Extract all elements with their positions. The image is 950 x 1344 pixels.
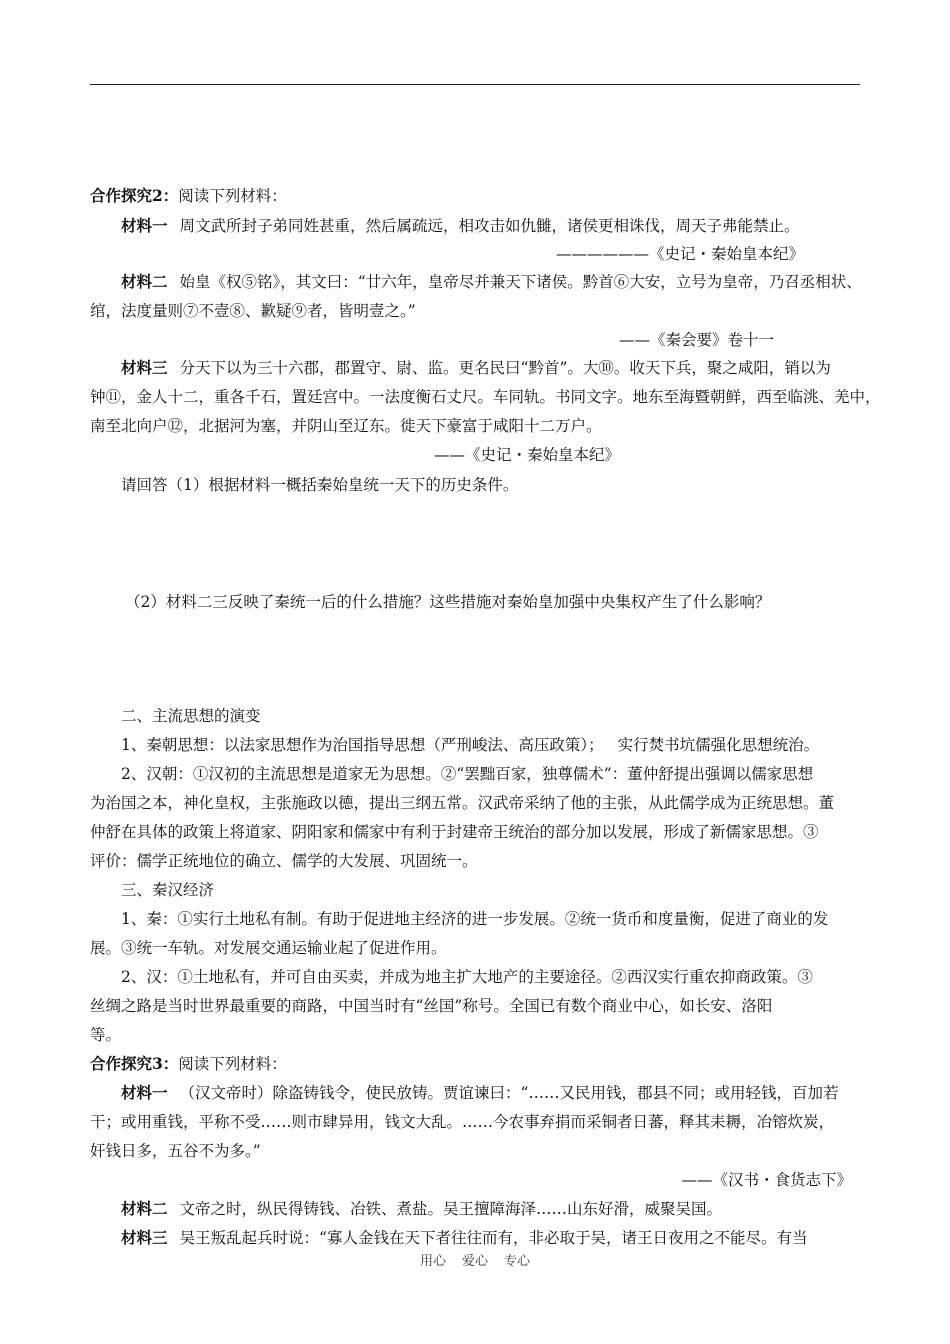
- header-rule: [90, 84, 860, 85]
- section3-p2-line3: 等。: [90, 1026, 122, 1044]
- coop2-m3-line2: 钟⑪，金人十二，重各千石，置廷宫中。一法度衡石丈尺。车同轨。书同文字。地东至海暨朝鲜，西至临洮、羌中，: [90, 388, 881, 406]
- coop2-heading-label: 合作探究2：: [90, 186, 179, 205]
- coop2-material2-line1: [121, 272, 866, 292]
- coop3-m1-label: 材料一: [121, 1083, 168, 1102]
- section2-p1: [121, 735, 866, 755]
- coop2-m3-line1: 分天下以为三十六郡，郡置守、尉、监。更名民曰“黔首”。大⑩。收天下兵，聚之咸阳，销以为: [179, 359, 831, 377]
- section3-p1-line2: 展。③统一车轨。对发展交通运输业起了促进作用。: [90, 939, 447, 957]
- section2-p2-line1: 2、汉朝：①汉初的主流思想是道家无为思想。②“罢黜百家，独尊儒术”：董仲舒提出强调以儒家思想: [121, 765, 814, 783]
- coop2-material1: [121, 216, 866, 236]
- coop2-m1-text: 周文武所封子弟同姓甚重，然后属疏远，相攻击如仇雠，诸侯更相诛伐，周天子弗能禁止。: [179, 217, 800, 235]
- coop3-m2-text: 文帝之时，纵民得铸钱、冶铁、煮盐。吴王擅障海泽……山东好滑，威聚吴国。: [179, 1200, 723, 1218]
- coop2-m2-label: 材料二: [121, 272, 168, 291]
- coop2-m2-line2: 绾，法度量则⑦不壹⑧、歉疑⑨者，皆明壹之。”: [90, 302, 416, 320]
- coop2-question1: 请回答（1）根据材料一概括秦始皇统一天下的历史条件。: [121, 476, 519, 494]
- coop3-material1-line1: [121, 1083, 866, 1103]
- coop3-material3: [121, 1228, 866, 1248]
- coop2-m3-source: ——《史记・秦始皇本纪》: [433, 446, 620, 464]
- coop3-m2-label: 材料二: [121, 1199, 168, 1218]
- coop2-material3-line1: [121, 358, 866, 378]
- coop2-question2: （2）材料二三反映了秦统一后的什么措施？这些措施对秦始皇加强中央集权产生了什么影响？: [125, 593, 771, 611]
- coop2-heading-text: 阅读下列材料：: [178, 187, 287, 205]
- coop2-m3-line3: 南至北向户⑫，北据河为塞，并阴山至辽东。徙天下豪富于咸阳十二万户。: [90, 417, 602, 435]
- footer-a: 用心: [419, 1254, 446, 1269]
- coop3-m1-source: ——《汉书・食货志下》: [681, 1171, 852, 1189]
- section2-p2-line4: 评价：儒学正统地位的确立、儒学的大发展、巩固统一。: [90, 852, 478, 870]
- section2-p1-a: 1、秦朝思想：以法家思想作为治国指导思想（严刑峻法、高压政策）；: [121, 736, 604, 754]
- coop2-heading: [90, 186, 865, 206]
- section2-p2-line3: 仲舒在具体的政策上将道家、阴阳家和儒家中有利于封建帝王统治的部分加以发展，形成了新儒家思想。③: [90, 823, 819, 841]
- coop3-m1-line1: （汉文帝时）除盗铸钱令，使民放铸。贾谊谏曰：“……又民用钱，郡县不同；或用轻钱，百加若: [179, 1084, 839, 1102]
- coop3-m1-line2: 干；或用重钱，平称不受……则市肆异用，钱文大乱。……今农事弃捐而采铜者日蕃，释其耒耨，冶镕炊炭，: [90, 1113, 835, 1131]
- coop2-m2-line1: 始皇《权⑤铭》，其文曰：“廿六年，皇帝尽并兼天下诸侯。黔首⑥大安，立号为皇帝，乃召丞相状、: [179, 273, 862, 291]
- coop2-m3-label: 材料三: [121, 358, 168, 377]
- page-footer: [0, 1250, 950, 1269]
- section3-p1-line1: 1、秦：①实行土地私有制。有助于促进地主经济的进一步发展。②统一货币和度量衡，促进了商业的发: [121, 910, 829, 928]
- section2-p1-b: 实行焚书坑儒强化思想统治。: [617, 736, 820, 754]
- section2-p2-line2: 为治国之本，神化皇权，主张施政以德，提出三纲五常。汉武帝采纳了他的主张，从此儒学成为正统思想。董: [90, 794, 835, 812]
- coop3-m3-label: 材料三: [121, 1228, 168, 1247]
- footer-c: 专心: [504, 1254, 531, 1269]
- coop3-m1-line3: 奸钱日多，五谷不为多。”: [90, 1142, 261, 1160]
- coop3-heading: [90, 1054, 865, 1074]
- coop2-m1-source: ——————《史记・秦始皇本纪》: [555, 245, 804, 263]
- coop2-m2-source: ——《秦会要》卷十一: [618, 331, 774, 349]
- coop3-m3-text: 吴王叛乱起兵时说：“寡人金钱在天下者往往而有，非必取于吴，诸王日夜用之不能尽。有当: [179, 1229, 808, 1247]
- section3-title: 三、秦汉经济: [121, 881, 215, 899]
- section3-p2-line1: 2、汉：①土地私有，并可自由买卖，并成为地主扩大地产的主要途径。②西汉实行重农抑商政策。③: [121, 968, 813, 986]
- section2-title: 二、主流思想的演变: [121, 707, 261, 725]
- coop3-heading-text: 阅读下列材料：: [178, 1055, 287, 1073]
- coop3-material2: [121, 1199, 866, 1219]
- footer-b: 爱心: [461, 1254, 488, 1269]
- coop3-heading-label: 合作探究3：: [90, 1054, 179, 1073]
- coop2-m1-label: 材料一: [121, 216, 168, 235]
- section3-p2-line2: 丝绸之路是当时世界最重要的商路，中国当时有“丝国”称号。全国已有数个商业中心，如长安、洛阳: [90, 997, 773, 1015]
